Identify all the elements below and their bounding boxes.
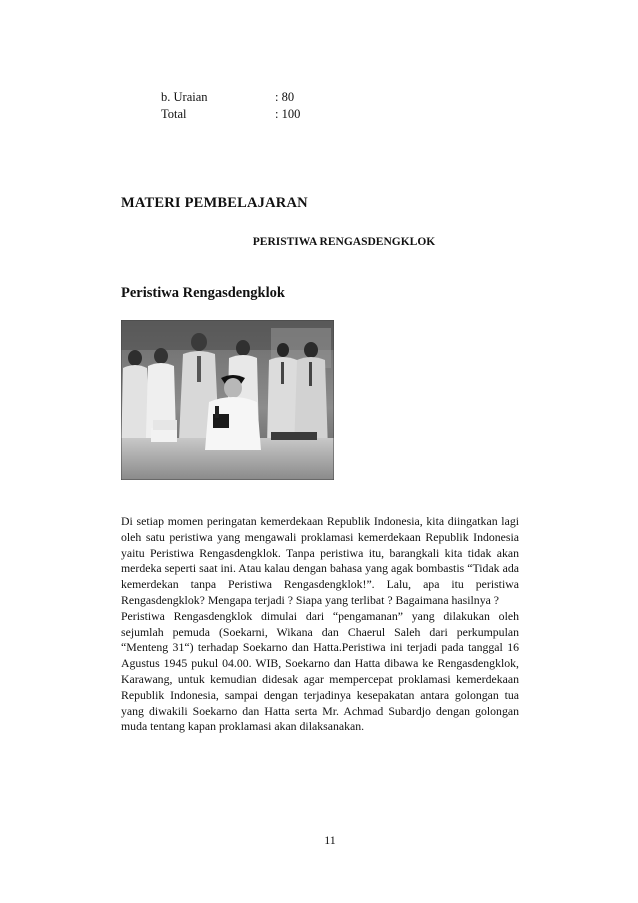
- section-heading: MATERI PEMBELAJARAN: [121, 195, 308, 211]
- score-table: [161, 89, 341, 123]
- score-value: : 80: [275, 90, 295, 104]
- body-text: [121, 514, 519, 735]
- subheading: PERISTIWA RENGASDENGKLOK: [252, 236, 436, 248]
- historical-photo: [121, 320, 334, 480]
- score-row-uraian: [161, 89, 341, 106]
- article-title: Peristiwa Rengasdengklok: [121, 285, 285, 301]
- score-label: Total: [161, 107, 187, 121]
- paragraph: Di setiap momen peringatan kemerdekaan Republik Indonesia, kita diingatkan lagi oleh satu peristiwa yang mengawali proklamasi kemerdekaan Republik Indonesia yaitu Peristiwa Rengasdengklok. Tanpa peristiwa itu, barangkali kita tidak akan merdeka seperti saat ini. Atau kalau dengan bahasa yang agak bombastis “Tidak ada kemerdekan tanpa Peristiwa Rengasdengklok!”. Lalu, apa itu peristiwa Rengasdengklok? Mengapa terjadi ? Siapa yang terlibat ? Bagaimana hasilnya ?: [121, 514, 519, 607]
- paragraph: Peristiwa Rengasdengklok dimulai dari “pengamanan” yang dilakukan oleh sejumlah pemuda (Soekarni, Wikana dan Chaerul Saleh dari perkumpulan “Menteng 31“) terhadap Soekarno dan Hatta.Peristiwa ini terjadi pada tanggal 16 Agustus 1945 pukul 04.00. WIB, Soekarno dan Hatta dibawa ke Rengasdengklok, Karawang, untuk kemudian didesak agar mempercepat proklamasi kemerdekaan Republik Indonesia, sampai dengan terjadinya kesepakatan antara golongan tua yang diwakili Soekarno dan Hatta serta Mr. Achmad Subardjo dengan golongan muda tentang kapan proklamasi akan dilaksanakan.: [121, 608, 519, 734]
- score-value: : 100: [275, 107, 301, 121]
- page-number: 11: [324, 833, 336, 847]
- score-label: b. Uraian: [161, 90, 208, 104]
- score-row-total: [161, 106, 341, 123]
